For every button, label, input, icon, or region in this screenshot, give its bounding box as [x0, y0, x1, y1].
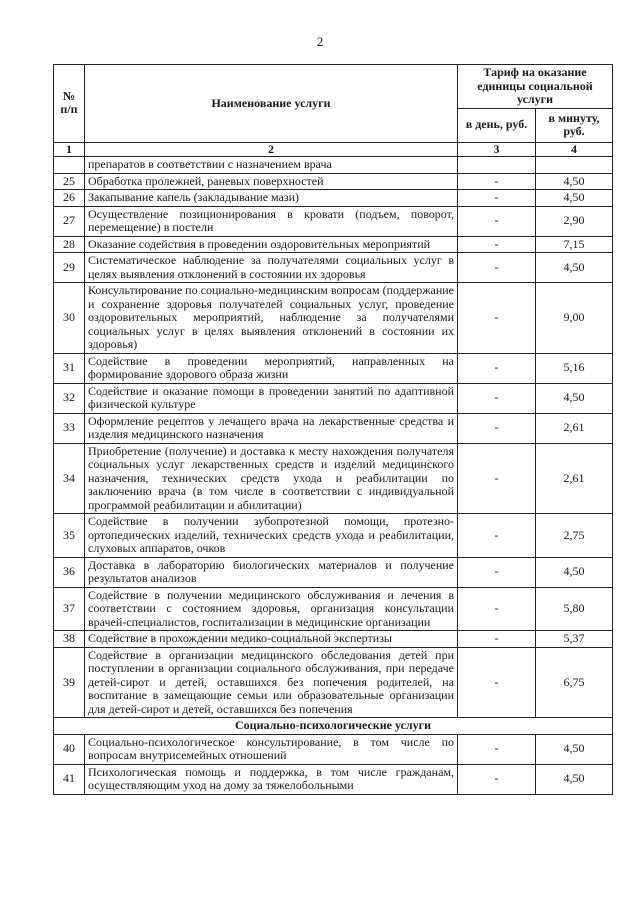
service-name: Оказание содействия в проведении оздоровительных мероприятий: [85, 236, 458, 253]
tariff-per-day: -: [458, 173, 536, 190]
tariff-per-day: -: [458, 190, 536, 207]
table-row: [54, 236, 613, 253]
section-title: Социально-психологические услуги: [54, 718, 613, 735]
tariff-per-day: -: [458, 557, 536, 587]
table-row: [54, 631, 613, 648]
service-name: Психологическая помощь и поддержка, в том числе гражданам, осуществляющим уход на дому за тяжелобольными: [85, 764, 458, 794]
tariff-per-day: -: [458, 413, 536, 443]
row-number: 32: [54, 383, 85, 413]
row-number: 33: [54, 413, 85, 443]
table-row: [54, 283, 613, 354]
tariff-table: [53, 64, 613, 795]
table-row: [54, 413, 613, 443]
service-name: Систематическое наблюдение за получателями социальных услуг в целях выявления отклонений в состоянии их здоровья: [85, 253, 458, 283]
tariff-per-day: -: [458, 631, 536, 648]
table-row: [54, 206, 613, 236]
tariff-per-minute: 5,80: [536, 587, 613, 631]
tariff-per-minute: 2,61: [536, 413, 613, 443]
table-row: [54, 764, 613, 794]
tariff-per-day: -: [458, 253, 536, 283]
col-index-1: 1: [54, 142, 85, 157]
row-number: 36: [54, 557, 85, 587]
table-row: [54, 173, 613, 190]
table-row: [54, 157, 613, 174]
header-name: Наименование услуги: [85, 65, 458, 143]
service-name: Содействие и оказание помощи в проведении занятий по адаптивной физической культуре: [85, 383, 458, 413]
service-name: Содействие в получении медицинского обслуживания и лечения в соответствии с состоянием здоровья, организация консультации врачей-специалистов, госпитализации в медицинские организации: [85, 587, 458, 631]
service-name: Осуществление позиционирования в кровати (подъем, поворот, перемещение) в постели: [85, 206, 458, 236]
service-name: Содействие в прохождении медико-социальной экспертизы: [85, 631, 458, 648]
table-row: [54, 253, 613, 283]
tariff-per-minute: 4,50: [536, 383, 613, 413]
tariff-per-minute: 5,37: [536, 631, 613, 648]
service-name: Приобретение (получение) и доставка к месту нахождения получателя социальных услуг лекарственных средств и изделий медицинского назначения, технических средств ухода и реабилитации по заключению врача (в том числе в соответствии с индивидуальной программой реабилитации и абилитации): [85, 443, 458, 514]
service-name: препаратов в соответствии с назначением врача: [85, 157, 458, 174]
tariff-per-day: -: [458, 283, 536, 354]
service-name: Содействие в получении зубопротезной помощи, протезно-ортопедических изделий, технических средств ухода и реабилитации, слуховых аппаратов, очков: [85, 514, 458, 558]
col-index-3: 3: [458, 142, 536, 157]
tariff-per-day: -: [458, 383, 536, 413]
tariff-per-day: -: [458, 514, 536, 558]
service-name: Обработка пролежней, раневых поверхностей: [85, 173, 458, 190]
table-row: [54, 557, 613, 587]
tariff-per-minute: 7,15: [536, 236, 613, 253]
tariff-per-minute: 4,50: [536, 190, 613, 207]
tariff-per-minute: 6,75: [536, 647, 613, 718]
table-row: [54, 190, 613, 207]
tariff-per-day: -: [458, 647, 536, 718]
header-num: № п/п: [54, 65, 85, 143]
tariff-per-minute: [536, 157, 613, 174]
tariff-per-minute: 4,50: [536, 253, 613, 283]
row-number: 35: [54, 514, 85, 558]
tariff-per-minute: 9,00: [536, 283, 613, 354]
tariff-per-minute: 2,90: [536, 206, 613, 236]
header-per-minute: в минуту, руб.: [536, 108, 613, 142]
tariff-per-minute: 2,61: [536, 443, 613, 514]
col-index-4: 4: [536, 142, 613, 157]
row-number: 40: [54, 734, 85, 764]
row-number: 38: [54, 631, 85, 648]
row-number: 41: [54, 764, 85, 794]
tariff-per-minute: 2,75: [536, 514, 613, 558]
tariff-per-minute: 5,16: [536, 353, 613, 383]
service-name: Социально-психологическое консультирование, в том числе по вопросам внутрисемейных отношений: [85, 734, 458, 764]
table-row: [54, 383, 613, 413]
row-number: 37: [54, 587, 85, 631]
service-name: Закапывание капель (закладывание мази): [85, 190, 458, 207]
tariff-per-day: -: [458, 734, 536, 764]
col-index-2: 2: [85, 142, 458, 157]
tariff-per-day: -: [458, 443, 536, 514]
table-row: [54, 734, 613, 764]
service-name: Консультирование по социально-медицинским вопросам (поддержание и сохранение здоровья получателей социальных услуг, проведение оздоровительных мероприятий, наблюдение за получателями социальных услуг в целях выявления отклонений в состоянии их здоровья): [85, 283, 458, 354]
tariff-per-day: -: [458, 236, 536, 253]
tariff-per-day: -: [458, 764, 536, 794]
row-number: 31: [54, 353, 85, 383]
row-number: 34: [54, 443, 85, 514]
table-row: [54, 443, 613, 514]
tariff-per-minute: 4,50: [536, 764, 613, 794]
header-per-day: в день, руб.: [458, 108, 536, 142]
tariff-per-minute: 4,50: [536, 173, 613, 190]
row-number: 39: [54, 647, 85, 718]
header-tariff: Тариф на оказание единицы социальной услуги: [458, 65, 613, 109]
tariff-per-day: -: [458, 587, 536, 631]
tariff-per-day: -: [458, 206, 536, 236]
tariff-per-minute: 4,50: [536, 734, 613, 764]
row-number: 30: [54, 283, 85, 354]
service-name: Оформление рецептов у лечащего врача на лекарственные средства и изделия медицинского назначения: [85, 413, 458, 443]
table-row: [54, 353, 613, 383]
page-number: 2: [316, 34, 324, 49]
table-row: [54, 587, 613, 631]
table-row: [54, 514, 613, 558]
tariff-per-day: -: [458, 353, 536, 383]
service-name: Доставка в лабораторию биологических материалов и получение результатов анализов: [85, 557, 458, 587]
tariff-per-day: [458, 157, 536, 174]
row-number: 29: [54, 253, 85, 283]
row-number: 27: [54, 206, 85, 236]
row-number: 28: [54, 236, 85, 253]
service-name: Содействие в организации медицинского обследования детей при поступлении в организации социального обслуживания, при передаче детей-сирот и детей, оставшихся без попечения родителей, на воспитание в замещающие семьи или образовательные организации для детей-сирот и детей, оставшихся без попечения: [85, 647, 458, 718]
tariff-per-minute: 4,50: [536, 557, 613, 587]
row-number: 26: [54, 190, 85, 207]
row-number: 25: [54, 173, 85, 190]
table-row: [54, 647, 613, 718]
service-name: Содействие в проведении мероприятий, направленных на формирование здорового образа жизни: [85, 353, 458, 383]
row-number: [54, 157, 85, 174]
